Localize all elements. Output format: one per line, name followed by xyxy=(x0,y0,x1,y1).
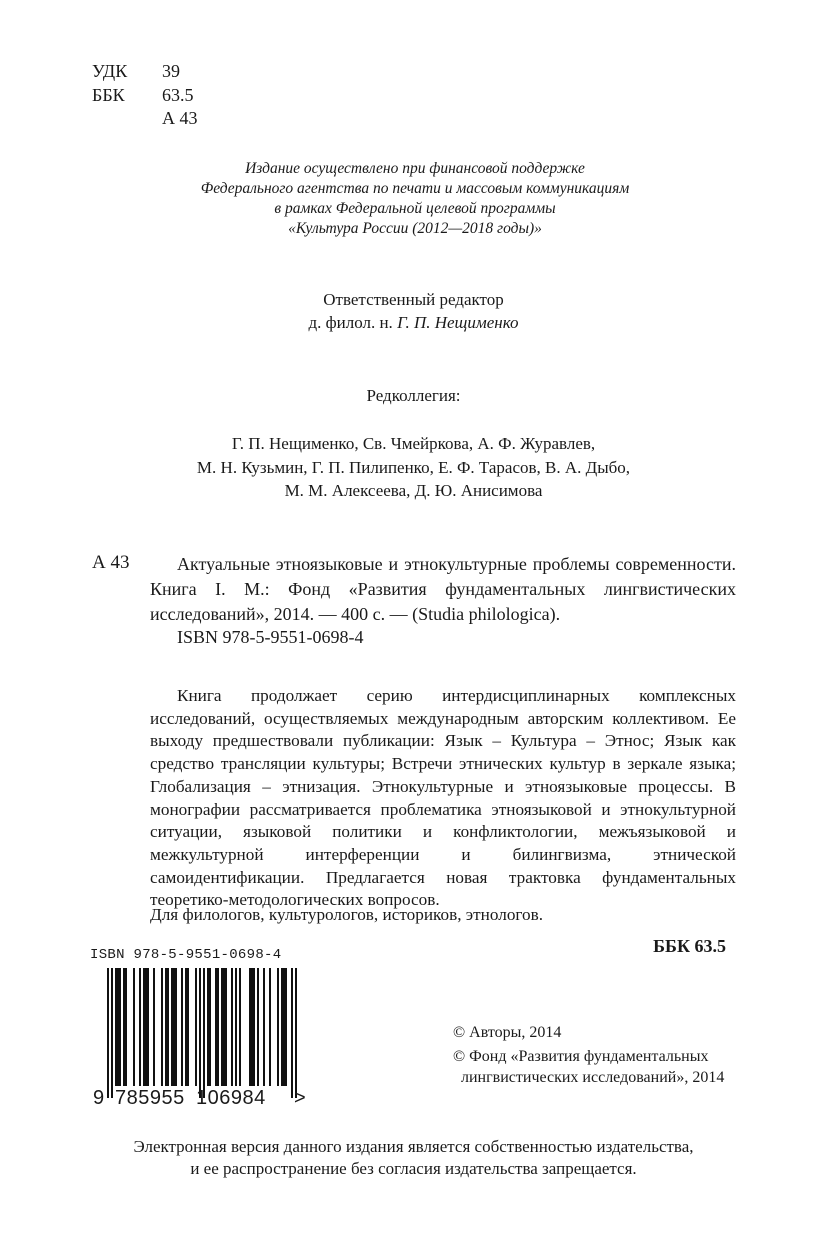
barcode-bar xyxy=(263,968,265,1086)
footer-notice xyxy=(0,1136,827,1180)
barcode-bar xyxy=(231,968,233,1086)
catalog-mark: А 43 xyxy=(92,552,130,573)
funding-line: Федерального агентства по печати и массовым коммуникациям xyxy=(200,180,630,197)
footer-line: Электронная версия данного издания является собственностью издательства, xyxy=(133,1137,694,1156)
barcode-bar xyxy=(295,968,297,1098)
barcode-first-digit: 9 xyxy=(93,1087,105,1109)
barcode-bar xyxy=(277,968,279,1086)
funding-line: «Культура России (2012—2018 годы)» xyxy=(288,220,542,237)
barcode-bar xyxy=(203,968,205,1098)
udk-label: УДК xyxy=(92,61,128,81)
barcode-right-group: 106984 xyxy=(196,1087,266,1109)
barcode-bar xyxy=(107,968,109,1098)
barcode-bar xyxy=(115,968,121,1086)
barcode-bar xyxy=(215,968,219,1086)
editor-role: Ответственный редактор xyxy=(323,290,504,309)
barcode-bar xyxy=(207,968,211,1086)
barcode-bar xyxy=(249,968,255,1086)
barcode-bar xyxy=(171,968,177,1086)
editor-name: Г. П. Нещименко xyxy=(397,313,519,332)
barcode-bar xyxy=(199,968,201,1098)
funding-line: Издание осуществлено при финансовой поддержке xyxy=(245,160,585,177)
barcode-bar xyxy=(257,968,259,1086)
catalog-isbn: ISBN 978-5-9551-0698-4 xyxy=(177,627,364,647)
barcode-bar xyxy=(123,968,127,1086)
barcode-bar xyxy=(195,968,197,1086)
abstract-text: Книга продолжает серию интердисциплинарных комплексных исследований, осуществляемых международным авторским коллективом. Ее выходу предшествовали публикации: Язык – Культура – Этнос; Язык как средство трансляции культуры; Встречи этнических культур в зеркале языка; Глобализация – этнизация. Этнокультурные и этноязыковые процессы. В монографии рассматривается проблематика этноязыковой и этнокультурной ситуации, языковой политики и конфликтологии, межъязыковой и межкультурной интерференции и билингвизма, этнической самоидентификации. Предлагается новая трактовка фундаментальных теоретико-методологических вопросов. xyxy=(150,686,736,910)
board-line: М. М. Алексеева, Д. Ю. Анисимова xyxy=(284,481,543,500)
audience-text: Для филологов, культурологов, историков, этнологов. xyxy=(150,905,544,924)
barcode-bar xyxy=(235,968,237,1086)
barcode-isbn-text: ISBN 978-5-9551-0698-4 xyxy=(90,947,282,963)
barcode-bar xyxy=(221,968,227,1086)
barcode-bar xyxy=(281,968,287,1086)
board-line: М. Н. Кузьмин, Г. П. Пилипенко, Е. Ф. Тарасов, В. А. Дыбо, xyxy=(196,458,631,477)
barcode-bar xyxy=(153,968,155,1086)
udk-value: 39 xyxy=(162,61,180,81)
bbk-label: ББК xyxy=(92,85,125,105)
barcode-bar xyxy=(239,968,241,1086)
catalog-description: Актуальные этноязыковые и этнокультурные проблемы современности. Книга I. М.: Фонд «Развития фундаментальных лингвистических исследований», 2014. — 400 с. — (Studia philologica). xyxy=(150,554,736,624)
barcode-bar xyxy=(291,968,293,1098)
copyright-foundation-cont: лингвистических исследований», 2014 xyxy=(461,1069,725,1086)
footer-line: и ее распространение без согласия издательства запрещается. xyxy=(190,1159,637,1178)
editor-degree: д. филол. н. xyxy=(308,313,393,332)
bbk-value: 63.5 xyxy=(162,85,194,105)
barcode-bar xyxy=(133,968,135,1086)
barcode-bar xyxy=(161,968,163,1086)
copyright-authors: © Авторы, 2014 xyxy=(453,1024,562,1041)
barcode-bar xyxy=(185,968,189,1086)
board-line: Г. П. Нещименко, Св. Чмейркова, А. Ф. Журавлев, xyxy=(231,434,596,453)
barcode-bar xyxy=(139,968,141,1086)
barcode-bar xyxy=(181,968,183,1086)
author-mark: А 43 xyxy=(162,108,198,128)
barcode-bar xyxy=(269,968,271,1086)
barcode-left-group: 785955 xyxy=(115,1087,185,1109)
copyright-foundation: © Фонд «Развития фундаментальных xyxy=(453,1048,709,1065)
board-heading: Редколлегия: xyxy=(366,386,461,405)
funding-notice xyxy=(120,159,710,239)
barcode-bar xyxy=(143,968,149,1086)
editor-credit xyxy=(0,312,827,334)
barcode-bar xyxy=(111,968,113,1098)
barcode-quiet-mark: > xyxy=(294,1087,306,1109)
funding-line: в рамках Федеральной целевой программы xyxy=(274,200,556,217)
barcode-bar xyxy=(165,968,169,1086)
bbk-final: ББК 63.5 xyxy=(653,936,726,956)
